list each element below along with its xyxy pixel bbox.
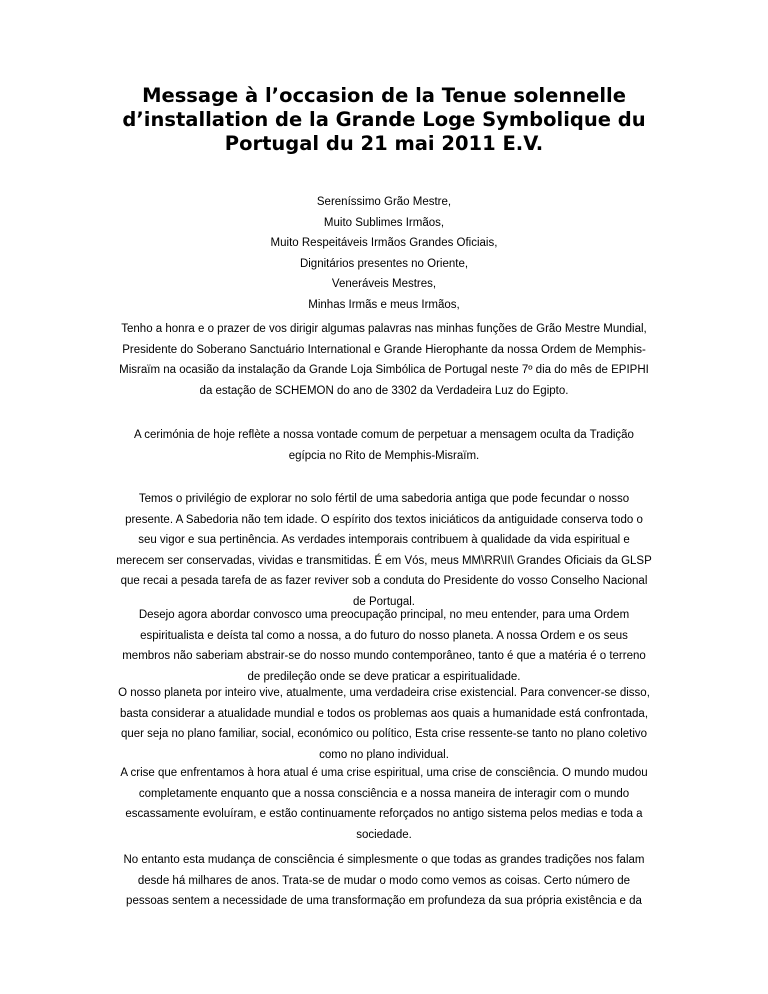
paragraph-ceremony (90, 425, 678, 466)
paragraph-line: quer seja no plano familiar, social, económico ou político, Esta crise ressente-se tanto no plano coletivo (120, 728, 648, 740)
paragraph-line: merecem ser conservadas, vividas e transmitidas. É em Vós, meus MM\RR\II\ Grandes Oficiais da GLSP (116, 554, 652, 567)
paragraph-line: que recai a pesada tarefa de as fazer reviver sob a conduta do Presidente do vosso Conselho Nacional (120, 575, 648, 587)
paragraph-line: seu vigor e sua pertinência. As verdades intemporais contribuem à qualidade da vida espiritual e (138, 534, 630, 546)
paragraph-line: A cerimónia de hoje reflète a nossa vontade comum de perpetuar a mensagem oculta da Tradição (134, 429, 634, 441)
salutation-block (100, 192, 668, 315)
paragraph-line: egípcia no Rito de Memphis-Misraïm. (288, 449, 480, 462)
paragraph-line: pessoas sentem a necessidade de uma transformação em profundeza da sua própria existência e da (126, 895, 642, 907)
title-line: Message à l’occasion de la Tenue solennelle (142, 84, 626, 107)
paragraph-line: de Portugal. (352, 595, 415, 608)
paragraph-line: da estação de SCHEMON do ano de 3302 da Verdadeira Luz do Egipto. (199, 384, 569, 397)
paragraph-line: basta considerar a atualidade mundial e todos os problemas aos quais a humanidade está confrontada, (119, 707, 649, 720)
paragraph-spiritual-crisis (90, 763, 678, 845)
paragraph-line: como no plano individual. (319, 748, 449, 761)
paragraph-line: espiritualista e deísta tal como a nossa, a do futuro do nosso planeta. A nossa Ordem e os seus (140, 629, 628, 642)
paragraph-line: O nosso planeta por inteiro vive, atualmente, uma verdadeira crise existencial. Para convencer-se disso, (118, 687, 650, 699)
paragraph-existential-crisis (90, 683, 678, 765)
salutation-line: Sereníssimo Grão Mestre, (316, 196, 452, 208)
paragraph-introduction (90, 319, 678, 401)
paragraph-line: sociedade. (356, 828, 412, 841)
paragraph-line: No entanto esta mudança de consciência é simplesmente o que todas as grandes tradições nos falam (123, 854, 645, 866)
paragraph-line: de predileção onde se deve praticar a espiritualidade. (247, 670, 521, 683)
paragraph-line: escassamente evoluíram, e estão continuamente reforçados no antigo sistema pelos medias e toda a (125, 808, 643, 820)
salutation-line: Muito Respeitáveis Irmãos Grandes Oficiais, (270, 237, 498, 249)
salutation-line: Veneráveis Mestres, (331, 278, 437, 290)
title-line: d’installation de la Grande Loge Symbolique du (122, 108, 646, 131)
salutation-line: Minhas Irmãs e meus Irmãos, (308, 298, 460, 311)
paragraph-wisdom (90, 489, 678, 612)
paragraph-line: A crise que enfrentamos à hora atual é uma crise espiritual, uma crise de consciência. O mundo mudou (120, 767, 648, 779)
paragraph-line: presente. A Sabedoria não tem idade. O espírito dos textos iniciáticos da antiguidade conserva todo o (125, 513, 643, 526)
title-line: Portugal du 21 mai 2011 E.V. (224, 132, 544, 155)
paragraph-line: completamente enquanto que a nossa consciência e a nossa maneira de interagir com o mundo (138, 787, 630, 800)
document-title (100, 84, 668, 156)
paragraph-line: Tenho a honra e o prazer de vos dirigir algumas palavras nas minhas funções de Grão Mestre Mundial, (121, 323, 647, 335)
paragraph-line: Misraïm na ocasião da instalação da Grande Loja Simbólica de Portugal neste 7º dia do mês de EPIPHI (119, 364, 649, 376)
paragraph-line: desde há milhares de anos. Trata-se de mudar o modo como vemos as coisas. Certo número de (137, 874, 631, 887)
paragraph-line: Desejo agora abordar convosco uma preocupação principal, no meu entender, para uma Ordem (138, 609, 630, 621)
salutation-line: Dignitários presentes no Oriente, (299, 257, 469, 270)
paragraph-line: Presidente do Soberano Sanctuário International e Grande Hierophante da nossa Ordem de Memphis- (122, 343, 646, 356)
paragraph-line: Temos o privilégio de explorar no solo fértil de uma sabedoria antiga que pode fecundar o nosso (138, 493, 630, 505)
paragraph-planet-concern (90, 605, 678, 687)
paragraph-line: membros não saberiam abstrair-se do nosso mundo contemporâneo, tanto é que a matéria é o terreno (122, 650, 646, 662)
salutation-line: Muito Sublimes Irmãos, (323, 216, 445, 229)
paragraph-consciousness-change (90, 850, 678, 912)
